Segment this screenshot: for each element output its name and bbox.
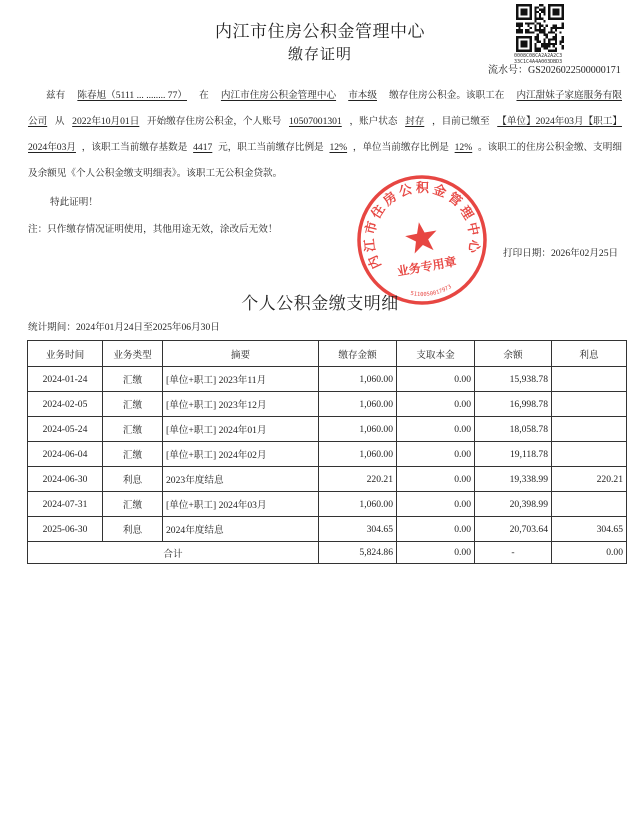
total-deposit: 5,824.86: [319, 542, 397, 564]
cell-interest: [552, 367, 627, 392]
cert-level: 市本级: [348, 90, 377, 101]
total-label: 合计: [28, 542, 319, 564]
cell-deposit: 304.65: [319, 517, 397, 542]
total-balance: -: [475, 542, 552, 564]
cert-base-label: ，该职工当前缴存基数是: [81, 142, 188, 153]
table-total-row: [28, 542, 627, 564]
document-subtitle: 缴存证明: [287, 47, 352, 63]
cell-date: 2024-01-24: [28, 367, 103, 392]
cert-start-text: 开始缴存住房公积金，个人账号: [147, 116, 282, 127]
cell-deposit: 1,060.00: [319, 492, 397, 517]
cell-type: 汇缴: [103, 442, 163, 467]
official-seal: [352, 170, 492, 310]
document-title: 内江市住房公积金管理中心: [215, 22, 425, 41]
cell-summary: [单位+职工] 2024年01月: [163, 417, 319, 442]
cell-summary: [单位+职工] 2023年12月: [163, 392, 319, 417]
certificate-line-4: [28, 167, 282, 181]
column-header-date: 业务时间: [28, 341, 103, 367]
cert-at: 在: [199, 90, 209, 101]
cell-interest: 304.65: [552, 517, 627, 542]
certificate-line-3: [28, 141, 622, 155]
cell-date: 2025-06-30: [28, 517, 103, 542]
cell-withdrawal: 0.00: [397, 467, 475, 492]
cell-deposit: 1,060.00: [319, 417, 397, 442]
table-header-row: [28, 341, 627, 367]
cell-summary: [单位+职工] 2024年03月: [163, 492, 319, 517]
cell-deposit: 220.21: [319, 467, 397, 492]
cert-unit-ratio-label: ，单位当前缴存比例是: [352, 142, 449, 153]
seal-center-text: 业务专用章: [395, 254, 458, 279]
star-icon: [403, 220, 440, 255]
cert-detail-text-cont: 及余额见《个人公积金缴支明细表》。该职工无公积金贷款。: [28, 168, 283, 179]
table-row: [28, 492, 627, 517]
cell-date: 2024-06-30: [28, 467, 103, 492]
cert-emp-ratio-label: 元，职工当前缴存比例是: [218, 142, 324, 153]
column-header-withdrawal: 支取本金: [397, 341, 475, 367]
cell-interest: 220.21: [552, 467, 627, 492]
cert-deposit-text: 缴存住房公积金。该职工在: [389, 90, 505, 101]
cell-deposit: 1,060.00: [319, 392, 397, 417]
cell-type: 汇缴: [103, 492, 163, 517]
cell-interest: [552, 442, 627, 467]
cell-balance: 16,998.78: [475, 392, 552, 417]
qr-finder-top-left: [516, 4, 532, 20]
cell-withdrawal: 0.00: [397, 517, 475, 542]
serial-number: [488, 65, 621, 77]
cell-balance: 20,398.99: [475, 492, 552, 517]
total-interest: 0.00: [552, 542, 627, 564]
table-row: [28, 367, 627, 392]
cell-date: 2024-06-04: [28, 442, 103, 467]
cell-withdrawal: 0.00: [397, 392, 475, 417]
qr-caption-line: 33C1C4A4A003DBD3: [514, 59, 563, 65]
table-row: [28, 517, 627, 542]
cell-type: 汇缴: [103, 392, 163, 417]
qr-caption-line: 0008C08CA2A2A2C3: [514, 53, 563, 59]
serial-value: GS2026022500000171: [528, 65, 621, 76]
cell-balance: 20,703.64: [475, 517, 552, 542]
cell-date: 2024-05-24: [28, 417, 103, 442]
cert-intro: 兹有: [46, 90, 66, 101]
print-date: 打印日期：2026年02月25日: [503, 248, 619, 259]
cell-deposit: 1,060.00: [319, 367, 397, 392]
cert-company: 内江甜妹子家庭服务有限: [516, 90, 622, 101]
cell-summary: [单位+职工] 2024年02月: [163, 442, 319, 467]
cert-unit-ratio: 12%: [454, 142, 473, 153]
cell-interest: [552, 392, 627, 417]
cell-balance: 19,338.99: [475, 467, 552, 492]
cell-type: 汇缴: [103, 367, 163, 392]
certificate-note: 注：只作缴存情况证明使用，其他用途无效，涂改后无效！: [28, 224, 278, 235]
cert-detail-text: 。该职工的住房公积金缴、支明细: [478, 142, 622, 153]
cell-summary: 2023年度结息: [163, 467, 319, 492]
cell-type: 利息: [103, 517, 163, 542]
column-header-deposit: 缴存金额: [319, 341, 397, 367]
certificate-line-2: [28, 115, 622, 129]
cell-balance: 18,058.78: [475, 417, 552, 442]
cert-account-status: 封存: [405, 116, 425, 127]
qr-caption: [514, 53, 578, 65]
serial-label: 流水号：: [488, 65, 528, 76]
cert-paid-label: ，目前已缴至: [431, 116, 490, 127]
certificate-line-1: [46, 89, 622, 103]
cell-withdrawal: 0.00: [397, 442, 475, 467]
seal-arc-text-path: 内江市住房公积金管理中心: [362, 180, 482, 271]
table-row: [28, 392, 627, 417]
cell-withdrawal: 0.00: [397, 367, 475, 392]
seal-arc-text: [353, 170, 486, 274]
column-header-type: 业务类型: [103, 341, 163, 367]
table-row: [28, 442, 627, 467]
cell-interest: [552, 492, 627, 517]
qr-finder-top-right: [548, 4, 564, 20]
cert-paid-to: 【单位】2024年03月【职工】: [497, 116, 622, 127]
detail-table: [27, 340, 627, 564]
column-header-balance: 余额: [475, 341, 552, 367]
cell-withdrawal: 0.00: [397, 492, 475, 517]
column-header-interest: 利息: [552, 341, 627, 367]
cert-employee-name: 陈春旭（5111 ... ........ 77）: [77, 90, 187, 101]
cert-company-cont: 公司: [28, 116, 48, 127]
cert-account-number: 10507001301: [289, 116, 342, 127]
cell-date: 2024-07-31: [28, 492, 103, 517]
detail-title: 个人公积金缴支明细: [241, 294, 399, 313]
cell-balance: 19,118.78: [475, 442, 552, 467]
seal-code-path: 5110050017973: [409, 284, 453, 299]
column-header-summary: 摘要: [163, 341, 319, 367]
cell-balance: 15,938.78: [475, 367, 552, 392]
cert-deposit-base: 4417: [193, 142, 213, 153]
cert-status-label: ，账户状态: [349, 116, 398, 127]
table-row: [28, 417, 627, 442]
cert-from: 从: [54, 116, 65, 127]
qr-finder-bottom-left: [516, 36, 532, 52]
cert-start-date: 2022年10月01日: [72, 116, 140, 127]
statistics-period: 统计期间：2024年01月24日至2025年06月30日: [28, 322, 220, 333]
cell-summary: [单位+职工] 2023年11月: [163, 367, 319, 392]
cell-type: 汇缴: [103, 417, 163, 442]
cell-date: 2024-02-05: [28, 392, 103, 417]
cell-type: 利息: [103, 467, 163, 492]
cert-paid-to-cont: 2024年03月: [28, 142, 76, 153]
cell-summary: 2024年度结息: [163, 517, 319, 542]
cert-fund-center: 内江市住房公积金管理中心: [220, 90, 337, 101]
total-withdrawal: 0.00: [397, 542, 475, 564]
table-row: [28, 467, 627, 492]
cell-withdrawal: 0.00: [397, 417, 475, 442]
qr-code-icon: [516, 4, 564, 52]
cert-employee-ratio: 12%: [329, 142, 348, 153]
cell-deposit: 1,060.00: [319, 442, 397, 467]
cell-interest: [552, 417, 627, 442]
certificate-closing: 特此证明！: [50, 197, 98, 208]
